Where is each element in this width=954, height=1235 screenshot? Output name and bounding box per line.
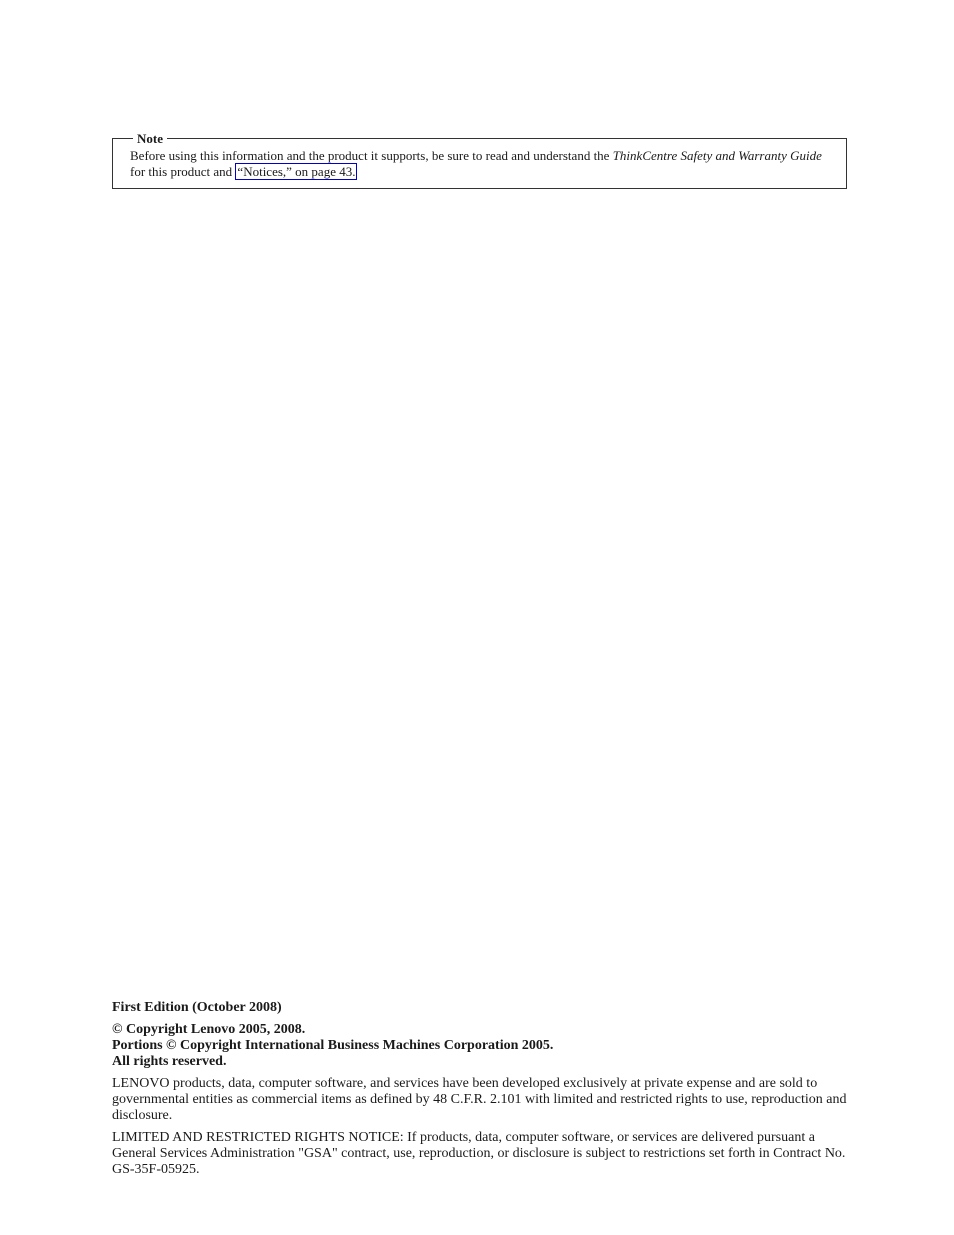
safety-warranty-guide-title: ThinkCentre Safety and Warranty Guide — [612, 148, 822, 163]
copyright-lenovo: © Copyright Lenovo 2005, 2008. — [112, 1022, 306, 1037]
note-text-before: Before using this information and the product it supports, be sure to read and understand the — [130, 148, 613, 163]
note-box — [112, 131, 847, 189]
note-text — [130, 148, 830, 180]
note-label: Note — [133, 131, 167, 146]
edition-notice-section — [112, 1000, 852, 1184]
note-text-middle: for this product and — [130, 164, 236, 179]
copyright-block — [112, 1022, 852, 1070]
copyright-ibm: Portions © Copyright International Business Machines Corporation 2005. — [112, 1038, 554, 1053]
notices-link[interactable]: “Notices,” on page 43. — [237, 164, 356, 179]
edition-line: First Edition (October 2008) — [112, 1000, 282, 1015]
limited-rights-paragraph: LIMITED AND RESTRICTED RIGHTS NOTICE: If products, data, computer software, or services are delivered pursuant a General Services Administration "GSA" contract, use, reproduction, or disclosure is subject to restrictions set forth in Contract No. GS-35F-05925. — [112, 1130, 846, 1177]
lenovo-products-paragraph: LENOVO products, data, computer software, and services have been developed exclusively at private expense and are sold to governmental entities as commercial items as defined by 48 C.F.R. 2.101 with limited and restricted rights to use, reproduction and disclosure. — [112, 1076, 847, 1123]
all-rights-reserved: All rights reserved. — [112, 1054, 227, 1069]
